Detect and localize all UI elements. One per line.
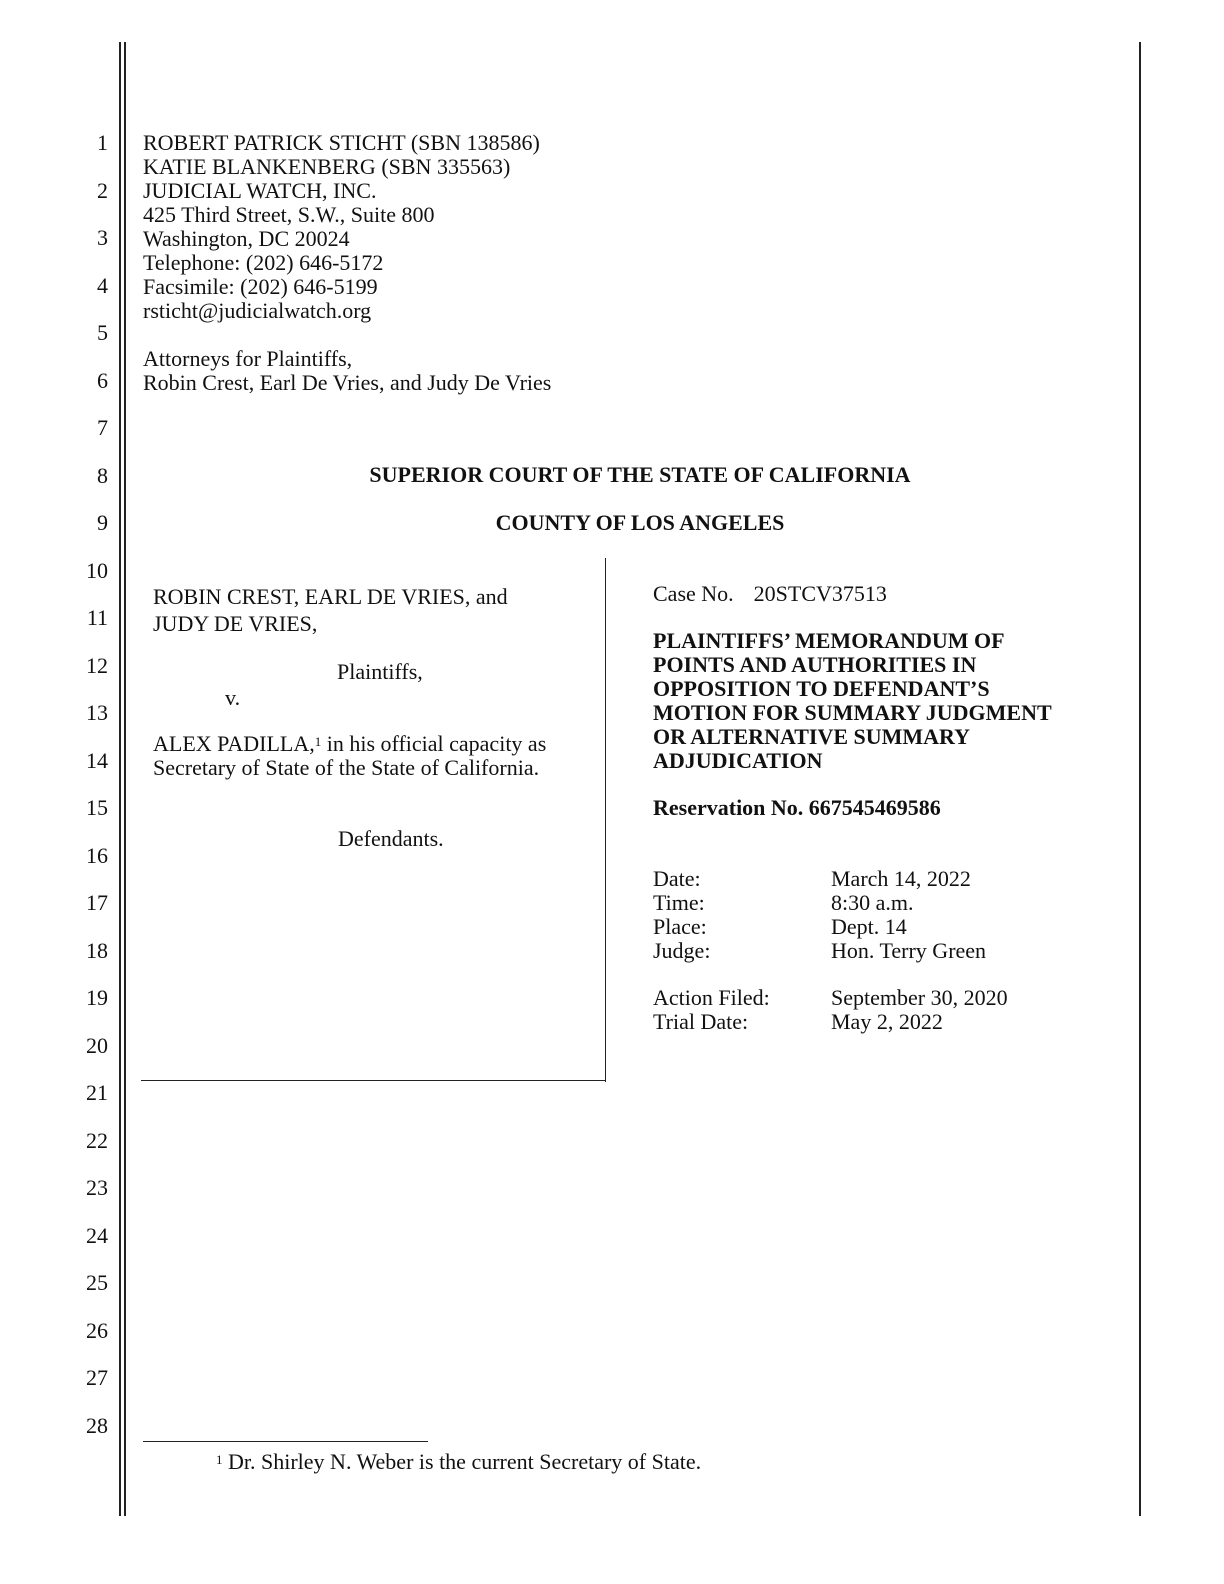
line-number: 8 — [97, 462, 108, 488]
defendant-name: ALEX PADILLA, — [153, 731, 315, 756]
line-number: 12 — [86, 652, 108, 678]
counsel-line: JUDICIAL WATCH, INC. — [143, 178, 377, 203]
counsel-line: KATIE BLANKENBERG (SBN 335563) — [143, 154, 511, 179]
title-line: POINTS AND AUTHORITIES IN — [653, 652, 977, 677]
hearing-row — [653, 891, 986, 915]
counsel-line: 425 Third Street, S.W., Suite 800 — [143, 202, 435, 227]
line-number: 4 — [97, 272, 108, 298]
versus: v. — [225, 685, 241, 710]
line-number: 7 — [97, 415, 108, 440]
line-number: 22 — [86, 1127, 108, 1153]
caption-bottom-rule — [141, 1080, 606, 1081]
footnote-text: Dr. Shirley N. Weber is the current Secretary of State. — [222, 1449, 702, 1474]
court-name: SUPERIOR COURT OF THE STATE OF CALIFORNIA — [369, 462, 911, 487]
line-number: 21 — [86, 1080, 108, 1105]
right-margin-rule — [1139, 42, 1141, 1516]
line-number: 6 — [97, 367, 108, 393]
line-number: 24 — [86, 1222, 108, 1248]
reservation-number: Reservation No. 667545469586 — [653, 795, 941, 820]
filing-info — [653, 986, 1008, 1034]
line-number: 19 — [86, 985, 108, 1010]
counsel-line: Washington, DC 20024 — [143, 226, 350, 251]
plaintiffs-label: Plaintiffs, — [337, 659, 423, 684]
hearing-value: March 14, 2022 — [831, 866, 971, 891]
hearing-label: Time: — [653, 890, 705, 915]
hearing-value: Dept. 14 — [831, 914, 907, 939]
plaintiffs-line-1: ROBIN CREST, EARL DE VRIES, and — [153, 584, 508, 609]
counsel-line: Facsimile: (202) 646-5199 — [143, 274, 378, 299]
hearing-row — [653, 867, 986, 891]
line-number: 20 — [86, 1032, 108, 1058]
attorneys-for: Attorneys for Plaintiffs, — [143, 346, 353, 371]
line-number: 17 — [86, 890, 108, 915]
footnote-number: 1 — [216, 1452, 223, 1467]
title-line: ADJUDICATION — [653, 748, 823, 773]
line-number: 2 — [97, 177, 108, 203]
filing-row — [653, 1010, 1008, 1034]
line-number: 28 — [86, 1412, 108, 1438]
counsel-email: rsticht@judicialwatch.org — [143, 298, 372, 323]
hearing-info — [653, 867, 986, 963]
counsel-line: ROBERT PATRICK STICHT (SBN 138586) — [143, 130, 540, 155]
client-names: Robin Crest, Earl De Vries, and Judy De Vries — [143, 370, 552, 395]
line-number: 16 — [86, 842, 108, 868]
footnote-marker: 1 — [314, 734, 322, 749]
counsel-block — [143, 131, 551, 395]
hearing-value: Hon. Terry Green — [831, 938, 987, 963]
left-margin-rule-inner — [124, 42, 126, 1516]
hearing-row — [653, 915, 986, 939]
plaintiffs-line-2: JUDY DE VRIES, — [153, 611, 318, 636]
line-number: 13 — [86, 700, 108, 725]
title-line: OR ALTERNATIVE SUMMARY — [653, 724, 971, 749]
line-number: 11 — [86, 605, 108, 630]
title-line: OPPOSITION TO DEFENDANT’S — [653, 676, 990, 701]
caption-vertical-rule — [605, 558, 606, 1082]
case-number-line — [653, 582, 887, 606]
hearing-value: 8:30 a.m. — [831, 890, 914, 915]
line-number: 27 — [86, 1365, 108, 1390]
title-line: PLAINTIFFS’ MEMORANDUM OF — [653, 628, 1005, 653]
line-number: 14 — [86, 747, 108, 773]
line-number: 3 — [97, 225, 108, 250]
document-title — [653, 629, 1052, 773]
line-number: 10 — [86, 557, 108, 583]
defendant-line-2: Secretary of State of the State of California. — [153, 755, 540, 780]
line-number: 1 — [97, 130, 108, 155]
filing-label: Action Filed: — [653, 985, 770, 1010]
hearing-label: Judge: — [653, 938, 711, 963]
title-line: MOTION FOR SUMMARY JUDGMENT — [653, 700, 1052, 725]
line-number: 9 — [97, 510, 108, 535]
line-number: 5 — [97, 320, 108, 345]
line-number: 25 — [86, 1270, 108, 1295]
footnote-separator — [143, 1441, 428, 1442]
defendants-label: Defendants. — [338, 826, 444, 851]
filing-value: May 2, 2022 — [831, 1009, 943, 1034]
filing-label: Trial Date: — [653, 1009, 749, 1034]
defendant-capacity: in his official capacity as — [321, 731, 547, 756]
line-number: 18 — [86, 937, 108, 963]
line-number: 23 — [86, 1175, 108, 1200]
case-number: 20STCV37513 — [753, 581, 887, 606]
left-margin-rule-outer — [119, 42, 121, 1516]
hearing-label: Place: — [653, 914, 707, 939]
court-county: COUNTY OF LOS ANGELES — [495, 510, 785, 535]
filing-row — [653, 986, 1008, 1010]
filing-value: September 30, 2020 — [831, 985, 1008, 1010]
counsel-line: Telephone: (202) 646-5172 — [143, 250, 384, 275]
hearing-row — [653, 939, 986, 963]
defendant-line-1 — [153, 732, 546, 756]
line-number: 26 — [86, 1317, 108, 1343]
case-label: Case No. — [653, 581, 734, 606]
line-number: 15 — [86, 795, 108, 820]
footnote — [216, 1450, 701, 1474]
hearing-label: Date: — [653, 866, 701, 891]
